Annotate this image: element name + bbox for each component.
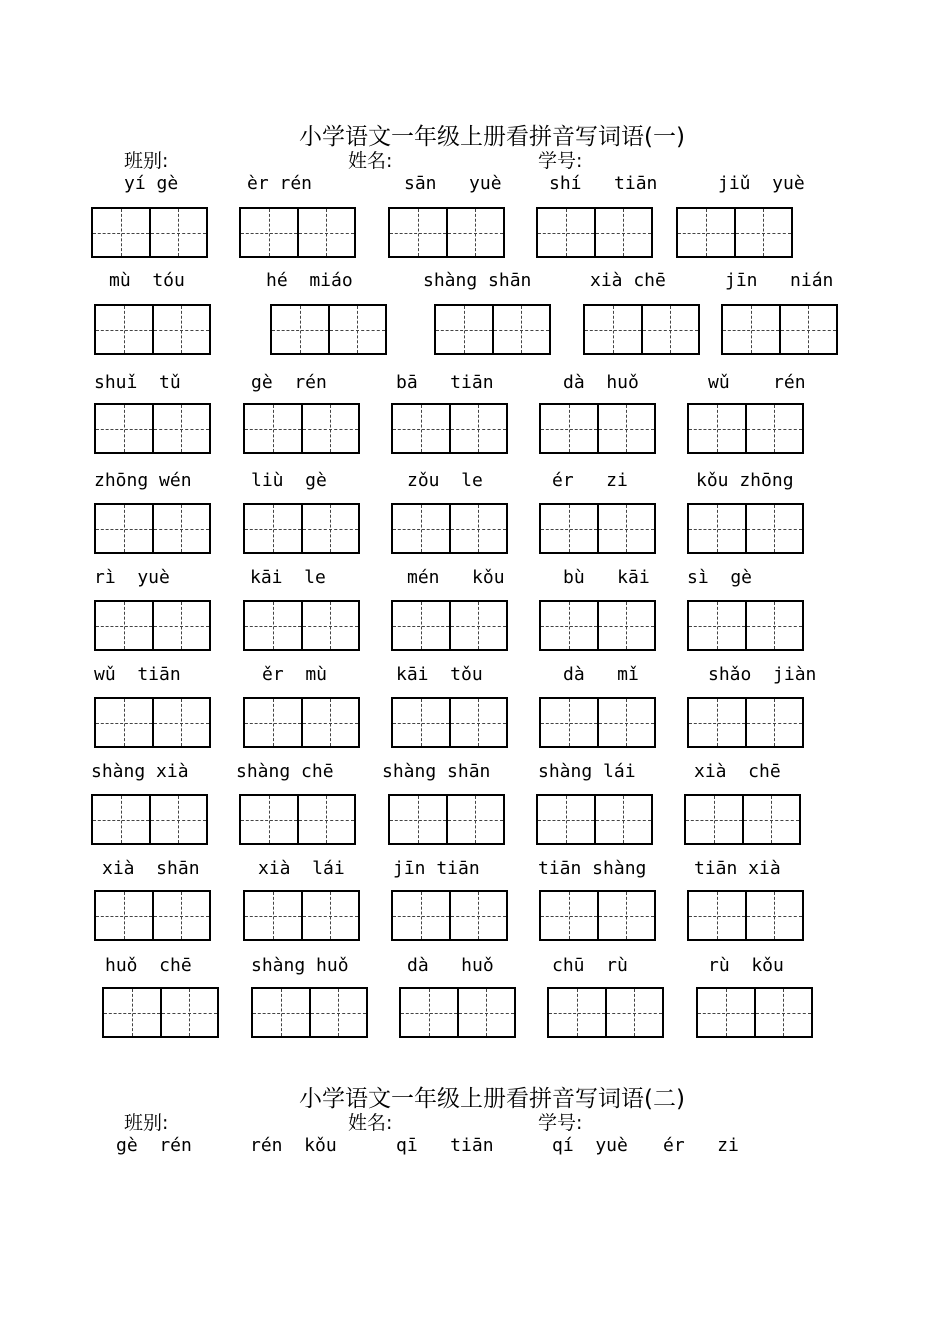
pinyin-label: rì yuè bbox=[94, 567, 170, 588]
sheet-1-class-label: 班别: bbox=[124, 150, 169, 172]
character-cell[interactable] bbox=[104, 989, 160, 1036]
character-cell[interactable] bbox=[698, 989, 754, 1036]
character-cell[interactable] bbox=[723, 306, 779, 353]
character-cell[interactable] bbox=[301, 602, 359, 649]
character-cell[interactable] bbox=[390, 209, 446, 256]
character-cell[interactable] bbox=[689, 892, 745, 939]
character-cell[interactable] bbox=[96, 505, 152, 552]
character-cell[interactable] bbox=[297, 209, 355, 256]
character-cell[interactable] bbox=[689, 602, 745, 649]
sheet-1-writing-box[interactable] bbox=[94, 403, 211, 454]
character-cell[interactable] bbox=[160, 989, 218, 1036]
pinyin-label: kǒu zhōng bbox=[696, 470, 794, 491]
pinyin-label: gè rén bbox=[116, 1135, 192, 1156]
character-cell[interactable] bbox=[541, 699, 597, 746]
pinyin-label: ér zi bbox=[552, 470, 628, 491]
character-cell[interactable] bbox=[152, 505, 210, 552]
pinyin-label: rù kǒu bbox=[708, 955, 784, 976]
character-cell[interactable] bbox=[449, 505, 507, 552]
character-cell[interactable] bbox=[541, 505, 597, 552]
pinyin-label: xià lái bbox=[258, 858, 345, 879]
character-cell[interactable] bbox=[301, 699, 359, 746]
character-cell[interactable] bbox=[641, 306, 699, 353]
sheet-1-writing-box[interactable] bbox=[391, 890, 508, 941]
character-cell[interactable] bbox=[253, 989, 309, 1036]
character-cell[interactable] bbox=[457, 989, 515, 1036]
character-cell[interactable] bbox=[93, 796, 149, 843]
pinyin-label: mén kǒu bbox=[407, 567, 505, 588]
character-cell[interactable] bbox=[152, 699, 210, 746]
pinyin-label: jiǔ yuè bbox=[718, 173, 805, 194]
character-cell[interactable] bbox=[541, 892, 597, 939]
character-cell[interactable] bbox=[541, 602, 597, 649]
character-cell[interactable] bbox=[149, 209, 207, 256]
pinyin-label: kāi le bbox=[250, 567, 326, 588]
character-cell[interactable] bbox=[446, 796, 504, 843]
character-cell[interactable] bbox=[297, 796, 355, 843]
pinyin-label: rén kǒu bbox=[250, 1135, 337, 1156]
sheet-1-writing-box[interactable] bbox=[94, 890, 211, 941]
character-cell[interactable] bbox=[301, 405, 359, 452]
character-cell[interactable] bbox=[96, 602, 152, 649]
sheet-1-writing-box[interactable] bbox=[539, 697, 656, 748]
pinyin-label: shàng shān bbox=[423, 270, 532, 291]
sheet-1-name-label: 姓名: bbox=[348, 150, 393, 172]
character-cell[interactable] bbox=[393, 405, 449, 452]
pinyin-label: ér zi bbox=[663, 1135, 739, 1156]
sheet-1-writing-box[interactable] bbox=[583, 304, 700, 355]
sheet-1-writing-box[interactable] bbox=[270, 304, 387, 355]
character-cell[interactable] bbox=[745, 892, 803, 939]
character-cell[interactable] bbox=[152, 892, 210, 939]
pinyin-label: tiān xià bbox=[694, 858, 781, 879]
character-cell[interactable] bbox=[538, 209, 594, 256]
character-cell[interactable] bbox=[96, 306, 152, 353]
pinyin-label: hé miáo bbox=[266, 270, 353, 291]
character-cell[interactable] bbox=[152, 602, 210, 649]
sheet-1-writing-box[interactable] bbox=[251, 987, 368, 1038]
sheet-1-writing-box[interactable] bbox=[102, 987, 219, 1038]
pinyin-label: shàng shān bbox=[382, 761, 491, 782]
character-cell[interactable] bbox=[754, 989, 812, 1036]
sheet-1-writing-box[interactable] bbox=[547, 987, 664, 1038]
character-cell[interactable] bbox=[436, 306, 492, 353]
character-cell[interactable] bbox=[597, 505, 655, 552]
character-cell[interactable] bbox=[686, 796, 742, 843]
character-cell[interactable] bbox=[241, 796, 297, 843]
pinyin-label: shǎo jiàn bbox=[708, 664, 817, 685]
sheet-1-writing-box[interactable] bbox=[94, 600, 211, 651]
pinyin-label: zǒu le bbox=[407, 470, 483, 491]
pinyin-label: dà mǐ bbox=[563, 664, 639, 685]
character-cell[interactable] bbox=[449, 699, 507, 746]
sheet-1-writing-box[interactable] bbox=[391, 403, 508, 454]
pinyin-label: shí tiān bbox=[549, 173, 658, 194]
sheet-1-writing-box[interactable] bbox=[239, 207, 356, 258]
character-cell[interactable] bbox=[538, 796, 594, 843]
character-cell[interactable] bbox=[328, 306, 386, 353]
sheet-1-writing-box[interactable] bbox=[696, 987, 813, 1038]
sheet-1-writing-box[interactable] bbox=[539, 403, 656, 454]
sheet-1-writing-box[interactable] bbox=[687, 697, 804, 748]
character-cell[interactable] bbox=[689, 699, 745, 746]
character-cell[interactable] bbox=[779, 306, 837, 353]
character-cell[interactable] bbox=[301, 505, 359, 552]
character-cell[interactable] bbox=[96, 405, 152, 452]
pinyin-label: chū rù bbox=[552, 955, 628, 976]
character-cell[interactable] bbox=[393, 505, 449, 552]
pinyin-label: jīn nián bbox=[725, 270, 834, 291]
pinyin-label: zhōng wén bbox=[94, 470, 192, 491]
character-cell[interactable] bbox=[689, 505, 745, 552]
character-cell[interactable] bbox=[541, 405, 597, 452]
sheet-2-class-label: 班别: bbox=[124, 1112, 169, 1134]
pinyin-label: liù gè bbox=[251, 470, 327, 491]
sheet-1-writing-box[interactable] bbox=[391, 697, 508, 748]
pinyin-label: ěr mù bbox=[262, 664, 328, 685]
sheet-1-writing-box[interactable] bbox=[391, 503, 508, 554]
character-cell[interactable] bbox=[93, 209, 149, 256]
pinyin-label: xià chē bbox=[694, 761, 781, 782]
character-cell[interactable] bbox=[152, 306, 210, 353]
character-cell[interactable] bbox=[742, 796, 800, 843]
character-cell[interactable] bbox=[745, 699, 803, 746]
character-cell[interactable] bbox=[245, 892, 301, 939]
pinyin-label: gè rén bbox=[251, 372, 327, 393]
character-cell[interactable] bbox=[449, 602, 507, 649]
character-cell[interactable] bbox=[96, 892, 152, 939]
sheet-1-writing-box[interactable] bbox=[94, 697, 211, 748]
character-cell[interactable] bbox=[597, 405, 655, 452]
sheet-1-writing-box[interactable] bbox=[399, 987, 516, 1038]
sheet-1-writing-box[interactable] bbox=[243, 697, 360, 748]
sheet-1-writing-box[interactable] bbox=[687, 890, 804, 941]
pinyin-label: sì gè bbox=[687, 567, 753, 588]
character-cell[interactable] bbox=[245, 602, 301, 649]
character-cell[interactable] bbox=[446, 209, 504, 256]
sheet-1-writing-box[interactable] bbox=[94, 503, 211, 554]
pinyin-label: shàng huǒ bbox=[251, 955, 349, 976]
sheet-1-writing-box[interactable] bbox=[539, 890, 656, 941]
character-cell[interactable] bbox=[597, 699, 655, 746]
character-cell[interactable] bbox=[390, 796, 446, 843]
character-cell[interactable] bbox=[605, 989, 663, 1036]
character-cell[interactable] bbox=[393, 892, 449, 939]
pinyin-label: dà huǒ bbox=[563, 372, 639, 393]
character-cell[interactable] bbox=[149, 796, 207, 843]
character-cell[interactable] bbox=[272, 306, 328, 353]
pinyin-label: yí gè bbox=[124, 173, 179, 194]
pinyin-label: qí yuè bbox=[552, 1135, 628, 1156]
sheet-2-name-label: 姓名: bbox=[348, 1112, 393, 1134]
character-cell[interactable] bbox=[549, 989, 605, 1036]
pinyin-label: shàng chē bbox=[236, 761, 334, 782]
sheet-1-writing-box[interactable] bbox=[94, 304, 211, 355]
character-cell[interactable] bbox=[585, 306, 641, 353]
character-cell[interactable] bbox=[678, 209, 734, 256]
sheet-1-title: 小学语文一年级上册看拼音写词语(一) bbox=[299, 124, 685, 150]
character-cell[interactable] bbox=[594, 209, 652, 256]
sheet-1-writing-box[interactable] bbox=[676, 207, 793, 258]
pinyin-label: tiān shàng bbox=[538, 858, 647, 879]
character-cell[interactable] bbox=[449, 405, 507, 452]
character-cell[interactable] bbox=[597, 602, 655, 649]
pinyin-label: jīn tiān bbox=[393, 858, 480, 879]
sheet-1-writing-box[interactable] bbox=[391, 600, 508, 651]
sheet-1-writing-box[interactable] bbox=[388, 207, 505, 258]
sheet-1-writing-box[interactable] bbox=[434, 304, 551, 355]
pinyin-label: shàng xià bbox=[91, 761, 189, 782]
pinyin-label: shuǐ tǔ bbox=[94, 372, 181, 393]
pinyin-label: bù kāi bbox=[563, 567, 650, 588]
pinyin-label: sān yuè bbox=[404, 173, 502, 194]
pinyin-label: dà huǒ bbox=[407, 955, 494, 976]
sheet-1-writing-box[interactable] bbox=[539, 600, 656, 651]
character-cell[interactable] bbox=[245, 405, 301, 452]
sheet-1-writing-box[interactable] bbox=[536, 207, 653, 258]
character-cell[interactable] bbox=[96, 699, 152, 746]
character-cell[interactable] bbox=[597, 892, 655, 939]
sheet-1-writing-box[interactable] bbox=[91, 207, 208, 258]
sheet-2-id-label: 学号: bbox=[538, 1112, 583, 1134]
pinyin-label: wǔ rén bbox=[708, 372, 806, 393]
pinyin-label: bā tiān bbox=[396, 372, 494, 393]
character-cell[interactable] bbox=[449, 892, 507, 939]
pinyin-label: kāi tǒu bbox=[396, 664, 483, 685]
pinyin-label: xià chē bbox=[590, 270, 666, 291]
pinyin-label: wǔ tiān bbox=[94, 664, 181, 685]
sheet-1-writing-box[interactable] bbox=[243, 890, 360, 941]
sheet-1-writing-box[interactable] bbox=[536, 794, 653, 845]
pinyin-label: mù tóu bbox=[109, 270, 185, 291]
sheet-1-writing-box[interactable] bbox=[243, 403, 360, 454]
character-cell[interactable] bbox=[393, 602, 449, 649]
sheet-1-writing-box[interactable] bbox=[687, 600, 804, 651]
sheet-1-writing-box[interactable] bbox=[243, 503, 360, 554]
character-cell[interactable] bbox=[245, 699, 301, 746]
character-cell[interactable] bbox=[745, 405, 803, 452]
character-cell[interactable] bbox=[301, 892, 359, 939]
character-cell[interactable] bbox=[689, 405, 745, 452]
sheet-1-writing-box[interactable] bbox=[539, 503, 656, 554]
character-cell[interactable] bbox=[401, 989, 457, 1036]
pinyin-label: èr rén bbox=[247, 173, 313, 194]
character-cell[interactable] bbox=[745, 505, 803, 552]
pinyin-label: xià shān bbox=[102, 858, 200, 879]
character-cell[interactable] bbox=[152, 405, 210, 452]
pinyin-label: qī tiān bbox=[396, 1135, 494, 1156]
character-cell[interactable] bbox=[745, 602, 803, 649]
character-cell[interactable] bbox=[241, 209, 297, 256]
character-cell[interactable] bbox=[393, 699, 449, 746]
character-cell[interactable] bbox=[594, 796, 652, 843]
sheet-1-writing-box[interactable] bbox=[239, 794, 356, 845]
sheet-1-writing-box[interactable] bbox=[243, 600, 360, 651]
sheet-1-writing-box[interactable] bbox=[687, 403, 804, 454]
sheet-1-writing-box[interactable] bbox=[388, 794, 505, 845]
character-cell[interactable] bbox=[734, 209, 792, 256]
character-cell[interactable] bbox=[309, 989, 367, 1036]
sheet-2-title: 小学语文一年级上册看拼音写词语(二) bbox=[299, 1086, 685, 1112]
sheet-1-writing-box[interactable] bbox=[721, 304, 838, 355]
character-cell[interactable] bbox=[245, 505, 301, 552]
pinyin-label: huǒ chē bbox=[105, 955, 192, 976]
pinyin-label: shàng lái bbox=[538, 761, 636, 782]
sheet-1-writing-box[interactable] bbox=[91, 794, 208, 845]
sheet-1-writing-box[interactable] bbox=[687, 503, 804, 554]
character-cell[interactable] bbox=[492, 306, 550, 353]
sheet-1-writing-box[interactable] bbox=[684, 794, 801, 845]
sheet-1-id-label: 学号: bbox=[538, 150, 583, 172]
